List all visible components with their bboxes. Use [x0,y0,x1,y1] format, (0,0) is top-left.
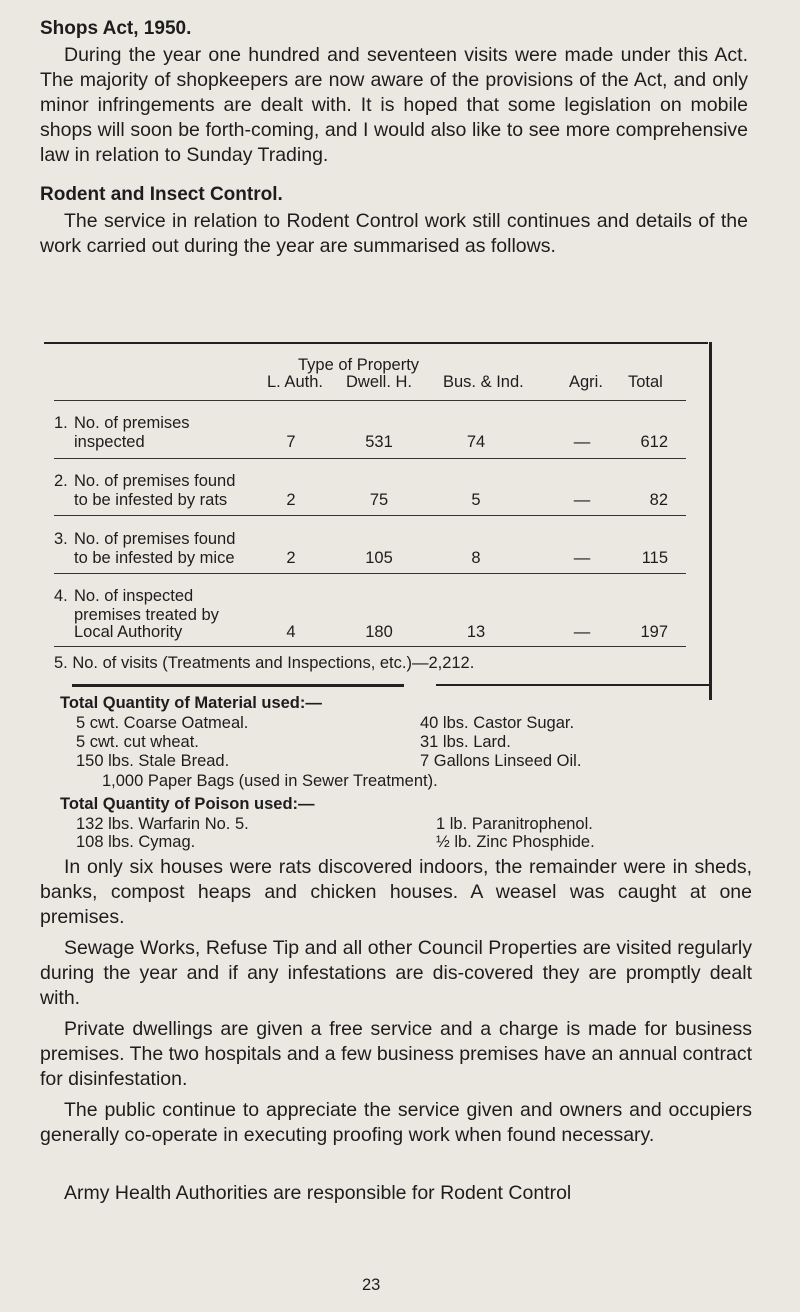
paragraph-private-dwellings: Private dwellings are given a free service and a charge is made for business premises. The two hospitals and a few business premises have an annual contract for disinfestation. [40,1018,752,1090]
row-1-agri: — [573,433,591,451]
row-4-label-line-3: Local Authority [74,623,183,641]
col-agri: Agri. [569,373,603,391]
row-4-bus-ind: 13 [466,623,486,641]
row-3-agri: — [573,549,591,567]
col-total: Total [628,373,663,391]
row-3-total: 115 [641,549,668,567]
row-3-number: 3. [54,530,68,548]
row-4-total: 197 [640,623,668,641]
row-2-label-line-2: to be infested by rats [74,491,228,509]
material-item: 5 cwt. cut wheat. [76,733,199,751]
col-l-auth: L. Auth. [267,373,323,391]
col-bus-ind: Bus. & Ind. [443,373,524,391]
col-dwell-h: Dwell. H. [346,373,413,391]
paragraph-army-health: Army Health Authorities are responsible for Rodent Control [64,1182,572,1204]
poison-item: 132 lbs. Warfarin No. 5. [76,815,249,833]
row-3-bus-ind: 8 [471,549,481,567]
row-2-label-line-1: No. of premises found [74,472,236,490]
row-3-label-line-1: No. of premises found [74,530,236,548]
paragraph-rats-indoors: In only six houses were rats discovered indoors, the remainder were in sheds, banks, compost heaps and chicken houses. A weasel was caught at one premises. [40,856,752,928]
row-2-total: 82 [649,491,668,509]
row-1-l-auth: 7 [286,433,296,451]
material-item: 7 Gallons Linseed Oil. [420,752,582,770]
row-rule [54,646,686,647]
row-1-number: 1. [54,414,68,432]
material-item: 150 lbs. Stale Bread. [76,752,230,770]
poison-item: ½ lb. Zinc Phosphide. [436,833,595,851]
poison-item: 1 lb. Paranitrophenol. [436,815,593,833]
row-rule [54,573,686,574]
shops-act-heading: Shops Act, 1950. [40,18,192,39]
table-header-rule [54,400,686,401]
type-of-property-header: Type of Property [298,356,420,374]
rodent-summary-table [44,342,708,672]
row-4-dwell-h: 180 [365,623,393,641]
material-item: 5 cwt. Coarse Oatmeal. [76,714,249,732]
paragraph-public-appreciation: The public continue to appreciate the service given and owners and occupiers generally co-operate in executing proofing work when found necessary. [40,1099,752,1146]
row-4-number: 4. [54,587,68,605]
row-rule [54,458,686,459]
row-3-dwell-h: 105 [365,549,393,567]
row-4-label-line-2: premises treated by [74,606,219,624]
table-bottom-rule-right [436,684,712,686]
row-2-bus-ind: 5 [471,491,481,509]
poison-item: 108 lbs. Cymag. [76,833,196,851]
shops-act-paragraph: During the year one hundred and seventeen visits were made under this Act. The majority of shopkeepers are now aware of the provisions of the Act, and only minor infringements are dealt with. It is hoped that some legislation on mobile shops will soon be forth-coming, and I would also like to see more comprehensive law in relation to Sunday Trading. [40,44,748,166]
row-1-dwell-h: 531 [365,433,393,451]
row-5-visits: 5. No. of visits (Treatments and Inspections, etc.)—2,212. [54,654,475,672]
row-1-label-line-1: No. of premises [74,414,190,432]
row-3-l-auth: 2 [286,549,296,567]
rodent-control-paragraph: The service in relation to Rodent Control work still continues and details of the work carried out during the year are summarised as follows. [40,210,748,257]
row-2-dwell-h: 75 [369,491,389,509]
row-4-agri: — [573,623,591,641]
material-item: 40 lbs. Castor Sugar. [420,714,575,732]
rodent-control-heading: Rodent and Insect Control. [40,184,283,205]
table-bottom-rule-left [72,684,404,687]
row-2-number: 2. [54,472,68,490]
table-top-rule [44,342,708,344]
paragraph-council-properties: Sewage Works, Refuse Tip and all other Council Properties are visited regularly during the year and if any infestations are dis-covered they are promptly dealt with. [40,937,752,1009]
row-rule [54,515,686,516]
row-1-label-line-2: inspected [74,433,145,451]
row-2-agri: — [573,491,591,509]
row-4-l-auth: 4 [286,623,296,641]
row-4-label-line-1: No. of inspected [74,587,194,605]
material-paper-bags: 1,000 Paper Bags (used in Sewer Treatment). [102,772,438,790]
row-3-label-line-2: to be infested by mice [74,549,235,567]
page-number: 23 [362,1276,381,1294]
materials-heading: Total Quantity of Material used:— [60,694,322,712]
row-1-total: 612 [640,433,668,451]
table-right-rule [709,342,712,688]
row-1-bus-ind: 74 [466,433,486,451]
material-item: 31 lbs. Lard. [420,733,511,751]
row-2-l-auth: 2 [286,491,296,509]
poison-heading: Total Quantity of Poison used:— [60,795,315,813]
